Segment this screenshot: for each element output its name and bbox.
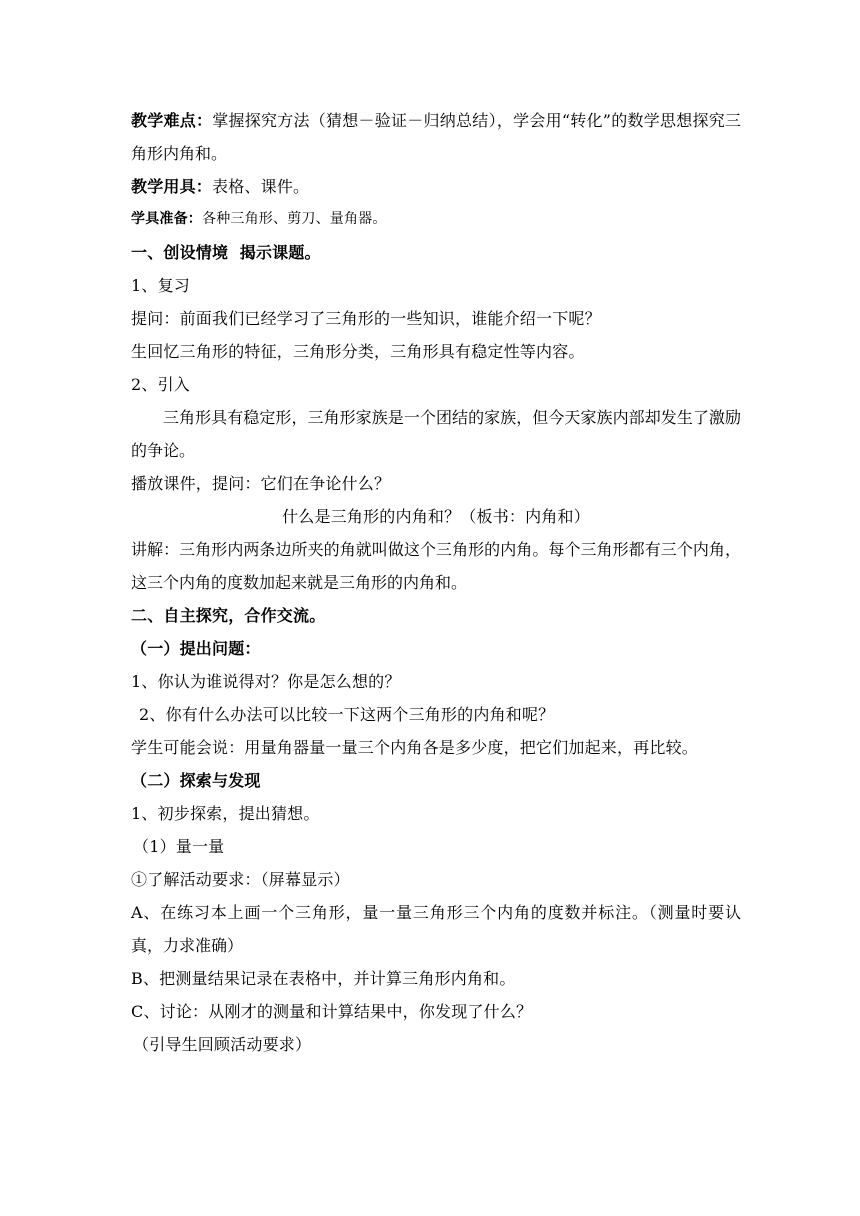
tools-line <box>131 170 741 203</box>
section1-center-question: 什么是三角形的内角和？（板书：内角和） <box>282 507 590 526</box>
section2-guide: （引导生回顾活动要求） <box>133 1035 312 1054</box>
document-body <box>131 104 741 1061</box>
section2-measure: （1）量一量 <box>133 837 225 856</box>
section2-sub1: （一）提出问题： <box>131 639 261 658</box>
section2-item-a: A、在练习本上画一个三角形，量一量三角形三个内角的度数并标注。（测量时要认真，力求准确） <box>131 903 741 955</box>
section2-item-c: C、讨论：从刚才的测量和计算结果中，你发现了什么？ <box>131 1002 533 1021</box>
section1-heading: 一、创设情境 揭示课题。 <box>131 243 321 262</box>
prep-label: 学具准备： <box>131 211 202 227</box>
section2-item-b: B、把测量结果记录在表格中，并计算三角形内角和。 <box>131 969 516 988</box>
prep-text: 各种三角形、剪刀、量角器。 <box>202 211 387 227</box>
section1-play: 播放课件，提问：它们在争论什么？ <box>131 474 391 493</box>
difficulty-label: 教学难点： <box>131 111 213 130</box>
prep-line <box>131 203 741 236</box>
section1-explain: 讲解：三角形内两条边所夹的角就叫做这个三角形的内角。每个三角形都有三个内角，这三个内角的度数加起来就是三角形的内角和。 <box>131 540 741 592</box>
section2-heading: 二、自主探究，合作交流。 <box>131 606 326 625</box>
section2-q1: 1、你认为谁说得对？你是怎么想的？ <box>131 672 401 691</box>
difficulty-paragraph <box>131 104 741 170</box>
tools-text: 表格、课件。 <box>212 177 310 196</box>
section1-recall: 生回忆三角形的特征，三角形分类，三角形具有稳定性等内容。 <box>131 342 585 361</box>
difficulty-text: 掌握探究方法（猜想－验证－归纳总结），学会用“转化”的数学思想探究三角形内角和。 <box>131 111 741 163</box>
section1-review: 1、复习 <box>131 276 190 295</box>
section2-step1: 1、初步探索，提出猜想。 <box>131 804 320 823</box>
section2-require: ①了解活动要求：（屏幕显示） <box>131 870 350 889</box>
tools-label: 教学用具： <box>131 177 213 196</box>
section2-q2: 2、你有什么办法可以比较一下这两个三角形的内角和呢？ <box>139 705 555 724</box>
section1-story: 三角形具有稳定形，三角形家族是一个团结的家族，但今天家族内部却发生了激励的争论。 <box>131 408 741 460</box>
section1-intro: 2、引入 <box>131 375 190 394</box>
section2-sub2: （二）探索与发现 <box>131 771 261 790</box>
section2-answer: 学生可能会说：用量角器量一量三个内角各是多少度，把它们加起来，再比较。 <box>131 738 699 757</box>
section1-question: 提问：前面我们已经学习了三角形的一些知识，谁能介绍一下呢？ <box>131 309 601 328</box>
